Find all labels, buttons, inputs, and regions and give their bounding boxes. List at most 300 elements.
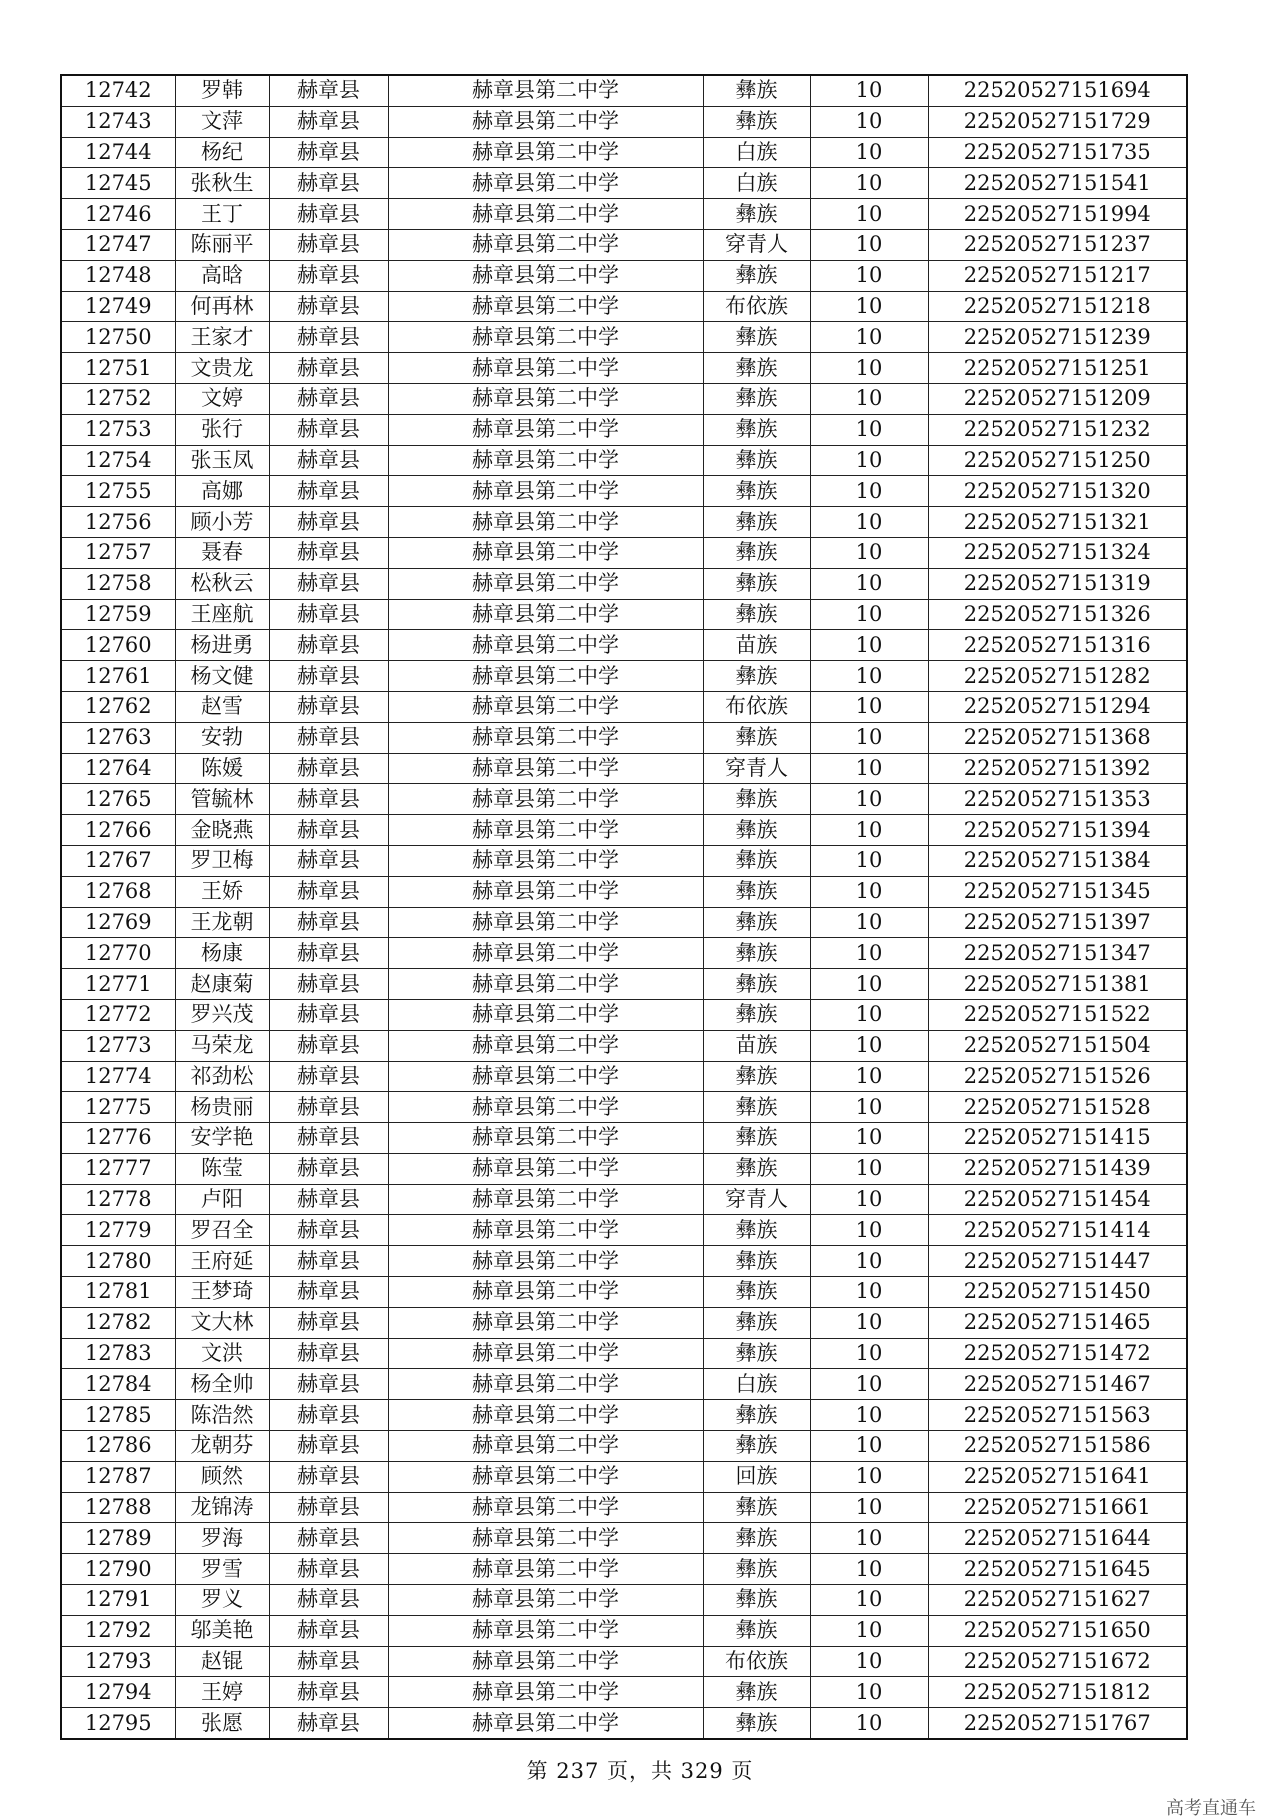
cell-exam-id: 22520527151528	[928, 1092, 1187, 1123]
cell-school: 赫章县第二中学	[388, 1400, 703, 1431]
cell-school: 赫章县第二中学	[388, 1092, 703, 1123]
cell-name: 龙朝芬	[175, 1431, 269, 1462]
cell-number: 12758	[61, 568, 175, 599]
cell-county: 赫章县	[269, 168, 388, 199]
cell-number: 12795	[61, 1708, 175, 1739]
cell-ethnicity: 苗族	[703, 1030, 810, 1061]
cell-ethnicity: 彝族	[703, 599, 810, 630]
cell-name: 安学艳	[175, 1123, 269, 1154]
cell-number: 12793	[61, 1646, 175, 1677]
table-row	[61, 722, 1187, 753]
cell-school: 赫章县第二中学	[388, 1246, 703, 1277]
cell-school: 赫章县第二中学	[388, 1431, 703, 1462]
cell-grade: 10	[810, 445, 928, 476]
cell-county: 赫章县	[269, 1585, 388, 1616]
cell-ethnicity: 白族	[703, 1369, 810, 1400]
cell-grade: 10	[810, 1246, 928, 1277]
cell-county: 赫章县	[269, 1554, 388, 1585]
cell-exam-id: 22520527151526	[928, 1061, 1187, 1092]
cell-number: 12775	[61, 1092, 175, 1123]
cell-county: 赫章县	[269, 1369, 388, 1400]
cell-name: 文大林	[175, 1307, 269, 1338]
cell-county: 赫章县	[269, 845, 388, 876]
cell-number: 12773	[61, 1030, 175, 1061]
cell-name: 顾小芳	[175, 507, 269, 538]
cell-ethnicity: 彝族	[703, 1523, 810, 1554]
cell-grade: 10	[810, 414, 928, 445]
table-row	[61, 691, 1187, 722]
cell-school: 赫章县第二中学	[388, 1585, 703, 1616]
table-row	[61, 1215, 1187, 1246]
cell-exam-id: 22520527151812	[928, 1677, 1187, 1708]
cell-grade: 10	[810, 1708, 928, 1739]
cell-grade: 10	[810, 969, 928, 1000]
cell-county: 赫章县	[269, 691, 388, 722]
cell-grade: 10	[810, 1400, 928, 1431]
cell-exam-id: 22520527151439	[928, 1153, 1187, 1184]
cell-name: 罗雪	[175, 1554, 269, 1585]
cell-name: 文婷	[175, 383, 269, 414]
cell-ethnicity: 彝族	[703, 784, 810, 815]
cell-school: 赫章县第二中学	[388, 106, 703, 137]
cell-ethnicity: 穿青人	[703, 1184, 810, 1215]
table-row	[61, 1153, 1187, 1184]
cell-school: 赫章县第二中学	[388, 1615, 703, 1646]
cell-county: 赫章县	[269, 1307, 388, 1338]
cell-exam-id: 22520527151627	[928, 1585, 1187, 1616]
cell-school: 赫章县第二中学	[388, 1184, 703, 1215]
cell-county: 赫章县	[269, 938, 388, 969]
cell-county: 赫章县	[269, 383, 388, 414]
table-row	[61, 630, 1187, 661]
cell-school: 赫章县第二中学	[388, 1523, 703, 1554]
cell-school: 赫章县第二中学	[388, 1646, 703, 1677]
cell-number: 12781	[61, 1277, 175, 1308]
cell-school: 赫章县第二中学	[388, 414, 703, 445]
cell-school: 赫章县第二中学	[388, 999, 703, 1030]
cell-school: 赫章县第二中学	[388, 476, 703, 507]
table-row	[61, 1061, 1187, 1092]
cell-ethnicity: 彝族	[703, 445, 810, 476]
cell-name: 文贵龙	[175, 353, 269, 384]
cell-county: 赫章县	[269, 322, 388, 353]
cell-grade: 10	[810, 229, 928, 260]
table-row	[61, 445, 1187, 476]
cell-exam-id: 22520527151209	[928, 383, 1187, 414]
table-row	[61, 291, 1187, 322]
cell-ethnicity: 彝族	[703, 1554, 810, 1585]
cell-name: 罗兴茂	[175, 999, 269, 1030]
cell-school: 赫章县第二中学	[388, 322, 703, 353]
cell-exam-id: 22520527151320	[928, 476, 1187, 507]
table-row	[61, 1615, 1187, 1646]
table-row	[61, 1338, 1187, 1369]
cell-exam-id: 22520527151454	[928, 1184, 1187, 1215]
cell-name: 罗韩	[175, 75, 269, 106]
cell-name: 松秋云	[175, 568, 269, 599]
cell-name: 祁劲松	[175, 1061, 269, 1092]
cell-school: 赫章县第二中学	[388, 507, 703, 538]
cell-county: 赫章县	[269, 137, 388, 168]
cell-ethnicity: 布依族	[703, 691, 810, 722]
cell-county: 赫章县	[269, 630, 388, 661]
cell-number: 12745	[61, 168, 175, 199]
cell-grade: 10	[810, 1030, 928, 1061]
table-row	[61, 907, 1187, 938]
cell-county: 赫章县	[269, 568, 388, 599]
table-row	[61, 568, 1187, 599]
cell-exam-id: 22520527151239	[928, 322, 1187, 353]
cell-county: 赫章县	[269, 1646, 388, 1677]
cell-name: 王丁	[175, 199, 269, 230]
cell-number: 12761	[61, 661, 175, 692]
cell-ethnicity: 布依族	[703, 291, 810, 322]
cell-county: 赫章县	[269, 1184, 388, 1215]
cell-ethnicity: 彝族	[703, 199, 810, 230]
cell-exam-id: 22520527151251	[928, 353, 1187, 384]
cell-county: 赫章县	[269, 907, 388, 938]
cell-grade: 10	[810, 1585, 928, 1616]
cell-exam-id: 22520527151397	[928, 907, 1187, 938]
cell-school: 赫章县第二中学	[388, 630, 703, 661]
cell-grade: 10	[810, 1277, 928, 1308]
cell-grade: 10	[810, 322, 928, 353]
cell-exam-id: 22520527151465	[928, 1307, 1187, 1338]
cell-number: 12788	[61, 1492, 175, 1523]
cell-school: 赫章县第二中学	[388, 1554, 703, 1585]
cell-name: 杨进勇	[175, 630, 269, 661]
cell-county: 赫章县	[269, 1431, 388, 1462]
cell-name: 赵雪	[175, 691, 269, 722]
cell-ethnicity: 彝族	[703, 1585, 810, 1616]
cell-grade: 10	[810, 168, 928, 199]
cell-school: 赫章县第二中学	[388, 137, 703, 168]
cell-grade: 10	[810, 1153, 928, 1184]
cell-exam-id: 22520527151381	[928, 969, 1187, 1000]
cell-grade: 10	[810, 1307, 928, 1338]
cell-school: 赫章县第二中学	[388, 1677, 703, 1708]
cell-exam-id: 22520527151672	[928, 1646, 1187, 1677]
cell-county: 赫章县	[269, 1400, 388, 1431]
table-row	[61, 1677, 1187, 1708]
cell-grade: 10	[810, 938, 928, 969]
cell-ethnicity: 彝族	[703, 722, 810, 753]
cell-county: 赫章县	[269, 969, 388, 1000]
cell-number: 12784	[61, 1369, 175, 1400]
cell-name: 安勃	[175, 722, 269, 753]
cell-number: 12755	[61, 476, 175, 507]
cell-school: 赫章县第二中学	[388, 599, 703, 630]
cell-grade: 10	[810, 1184, 928, 1215]
table-row	[61, 599, 1187, 630]
cell-number: 12783	[61, 1338, 175, 1369]
cell-ethnicity: 彝族	[703, 106, 810, 137]
cell-grade: 10	[810, 1677, 928, 1708]
cell-school: 赫章县第二中学	[388, 568, 703, 599]
cell-school: 赫章县第二中学	[388, 753, 703, 784]
cell-school: 赫章县第二中学	[388, 1461, 703, 1492]
cell-ethnicity: 彝族	[703, 1307, 810, 1338]
cell-grade: 10	[810, 1431, 928, 1462]
table-row	[61, 75, 1187, 106]
cell-exam-id: 22520527151644	[928, 1523, 1187, 1554]
table-row	[61, 999, 1187, 1030]
table-row	[61, 1030, 1187, 1061]
cell-name: 高娜	[175, 476, 269, 507]
table-row	[61, 168, 1187, 199]
cell-name: 赵锟	[175, 1646, 269, 1677]
cell-county: 赫章县	[269, 106, 388, 137]
cell-exam-id: 22520527151645	[928, 1554, 1187, 1585]
cell-exam-id: 22520527151541	[928, 168, 1187, 199]
cell-grade: 10	[810, 999, 928, 1030]
cell-exam-id: 22520527151563	[928, 1400, 1187, 1431]
cell-name: 罗卫梅	[175, 845, 269, 876]
cell-school: 赫章县第二中学	[388, 1123, 703, 1154]
cell-exam-id: 22520527151347	[928, 938, 1187, 969]
cell-school: 赫章县第二中学	[388, 353, 703, 384]
cell-grade: 10	[810, 476, 928, 507]
cell-exam-id: 22520527151467	[928, 1369, 1187, 1400]
cell-name: 王龙朝	[175, 907, 269, 938]
cell-ethnicity: 彝族	[703, 1123, 810, 1154]
cell-county: 赫章县	[269, 876, 388, 907]
cell-name: 张玉凤	[175, 445, 269, 476]
cell-exam-id: 22520527151767	[928, 1708, 1187, 1739]
cell-ethnicity: 彝族	[703, 1431, 810, 1462]
cell-ethnicity: 彝族	[703, 1246, 810, 1277]
cell-county: 赫章县	[269, 999, 388, 1030]
cell-grade: 10	[810, 1492, 928, 1523]
cell-ethnicity: 彝族	[703, 1338, 810, 1369]
cell-number: 12789	[61, 1523, 175, 1554]
cell-school: 赫章县第二中学	[388, 876, 703, 907]
cell-school: 赫章县第二中学	[388, 845, 703, 876]
cell-grade: 10	[810, 199, 928, 230]
cell-ethnicity: 彝族	[703, 1615, 810, 1646]
cell-county: 赫章县	[269, 1061, 388, 1092]
cell-county: 赫章县	[269, 1277, 388, 1308]
cell-name: 马荣龙	[175, 1030, 269, 1061]
table-row	[61, 322, 1187, 353]
cell-county: 赫章县	[269, 537, 388, 568]
cell-ethnicity: 彝族	[703, 661, 810, 692]
cell-number: 12747	[61, 229, 175, 260]
cell-number: 12751	[61, 353, 175, 384]
cell-number: 12763	[61, 722, 175, 753]
cell-name: 王府延	[175, 1246, 269, 1277]
cell-exam-id: 22520527151450	[928, 1277, 1187, 1308]
cell-ethnicity: 彝族	[703, 383, 810, 414]
cell-grade: 10	[810, 137, 928, 168]
cell-number: 12766	[61, 815, 175, 846]
table-row	[61, 1092, 1187, 1123]
cell-school: 赫章县第二中学	[388, 1338, 703, 1369]
cell-name: 罗召全	[175, 1215, 269, 1246]
table-row	[61, 1646, 1187, 1677]
cell-county: 赫章县	[269, 1461, 388, 1492]
cell-exam-id: 22520527151316	[928, 630, 1187, 661]
cell-ethnicity: 彝族	[703, 260, 810, 291]
table-row	[61, 1400, 1187, 1431]
table-body	[61, 75, 1187, 1739]
cell-grade: 10	[810, 784, 928, 815]
cell-name: 邬美艳	[175, 1615, 269, 1646]
table-row	[61, 784, 1187, 815]
cell-name: 何再林	[175, 291, 269, 322]
table-row	[61, 1307, 1187, 1338]
cell-exam-id: 22520527151250	[928, 445, 1187, 476]
cell-ethnicity: 彝族	[703, 876, 810, 907]
cell-number: 12771	[61, 969, 175, 1000]
cell-county: 赫章县	[269, 1215, 388, 1246]
cell-name: 聂春	[175, 537, 269, 568]
cell-ethnicity: 白族	[703, 168, 810, 199]
cell-county: 赫章县	[269, 414, 388, 445]
cell-name: 杨贵丽	[175, 1092, 269, 1123]
cell-grade: 10	[810, 383, 928, 414]
cell-ethnicity: 布依族	[703, 1646, 810, 1677]
cell-number: 12760	[61, 630, 175, 661]
cell-number: 12765	[61, 784, 175, 815]
cell-school: 赫章县第二中学	[388, 784, 703, 815]
cell-exam-id: 22520527151414	[928, 1215, 1187, 1246]
cell-exam-id: 22520527151319	[928, 568, 1187, 599]
table-row	[61, 229, 1187, 260]
cell-number: 12778	[61, 1184, 175, 1215]
cell-grade: 10	[810, 1646, 928, 1677]
cell-ethnicity: 彝族	[703, 1153, 810, 1184]
cell-ethnicity: 彝族	[703, 476, 810, 507]
cell-ethnicity: 彝族	[703, 907, 810, 938]
cell-grade: 10	[810, 291, 928, 322]
table-row	[61, 507, 1187, 538]
table-row	[61, 260, 1187, 291]
cell-school: 赫章县第二中学	[388, 722, 703, 753]
cell-grade: 10	[810, 876, 928, 907]
cell-exam-id: 22520527151345	[928, 876, 1187, 907]
student-list-table	[60, 74, 1188, 1740]
cell-county: 赫章县	[269, 784, 388, 815]
cell-county: 赫章县	[269, 1708, 388, 1739]
cell-school: 赫章县第二中学	[388, 1369, 703, 1400]
cell-ethnicity: 彝族	[703, 507, 810, 538]
cell-school: 赫章县第二中学	[388, 1030, 703, 1061]
cell-grade: 10	[810, 722, 928, 753]
cell-school: 赫章县第二中学	[388, 1492, 703, 1523]
table-row	[61, 1554, 1187, 1585]
cell-ethnicity: 彝族	[703, 938, 810, 969]
cell-county: 赫章县	[269, 507, 388, 538]
cell-school: 赫章县第二中学	[388, 938, 703, 969]
cell-ethnicity: 彝族	[703, 1708, 810, 1739]
cell-exam-id: 22520527151392	[928, 753, 1187, 784]
cell-school: 赫章县第二中学	[388, 969, 703, 1000]
cell-number: 12767	[61, 845, 175, 876]
cell-number: 12794	[61, 1677, 175, 1708]
cell-exam-id: 22520527151282	[928, 661, 1187, 692]
cell-name: 陈浩然	[175, 1400, 269, 1431]
cell-name: 杨纪	[175, 137, 269, 168]
cell-school: 赫章县第二中学	[388, 1153, 703, 1184]
table-row	[61, 1708, 1187, 1739]
cell-school: 赫章县第二中学	[388, 291, 703, 322]
cell-exam-id: 22520527151447	[928, 1246, 1187, 1277]
cell-number: 12791	[61, 1585, 175, 1616]
cell-ethnicity: 穿青人	[703, 229, 810, 260]
cell-ethnicity: 彝族	[703, 1061, 810, 1092]
cell-county: 赫章县	[269, 476, 388, 507]
table-row	[61, 1585, 1187, 1616]
cell-county: 赫章县	[269, 1153, 388, 1184]
table-row	[61, 1369, 1187, 1400]
cell-school: 赫章县第二中学	[388, 168, 703, 199]
cell-number: 12754	[61, 445, 175, 476]
cell-number: 12764	[61, 753, 175, 784]
cell-name: 陈莹	[175, 1153, 269, 1184]
cell-school: 赫章县第二中学	[388, 1061, 703, 1092]
cell-name: 赵康菊	[175, 969, 269, 1000]
cell-name: 张愿	[175, 1708, 269, 1739]
cell-school: 赫章县第二中学	[388, 260, 703, 291]
cell-exam-id: 22520527151326	[928, 599, 1187, 630]
cell-grade: 10	[810, 907, 928, 938]
cell-number: 12769	[61, 907, 175, 938]
cell-county: 赫章县	[269, 1677, 388, 1708]
cell-county: 赫章县	[269, 229, 388, 260]
cell-county: 赫章县	[269, 815, 388, 846]
cell-school: 赫章县第二中学	[388, 383, 703, 414]
cell-name: 高晗	[175, 260, 269, 291]
cell-number: 12752	[61, 383, 175, 414]
cell-county: 赫章县	[269, 75, 388, 106]
cell-ethnicity: 彝族	[703, 1277, 810, 1308]
cell-school: 赫章县第二中学	[388, 537, 703, 568]
cell-county: 赫章县	[269, 1246, 388, 1277]
table-row	[61, 1277, 1187, 1308]
table-row	[61, 661, 1187, 692]
cell-number: 12785	[61, 1400, 175, 1431]
cell-exam-id: 22520527151994	[928, 199, 1187, 230]
cell-name: 王座航	[175, 599, 269, 630]
cell-grade: 10	[810, 815, 928, 846]
cell-grade: 10	[810, 1215, 928, 1246]
page-number: 第 237 页，共 329 页	[526, 1759, 754, 1783]
cell-number: 12743	[61, 106, 175, 137]
table-row	[61, 383, 1187, 414]
cell-school: 赫章县第二中学	[388, 1215, 703, 1246]
cell-grade: 10	[810, 1615, 928, 1646]
cell-exam-id: 22520527151324	[928, 537, 1187, 568]
cell-grade: 10	[810, 630, 928, 661]
cell-exam-id: 22520527151472	[928, 1338, 1187, 1369]
cell-number: 12753	[61, 414, 175, 445]
cell-exam-id: 22520527151217	[928, 260, 1187, 291]
cell-exam-id: 22520527151522	[928, 999, 1187, 1030]
cell-name: 张行	[175, 414, 269, 445]
cell-ethnicity: 彝族	[703, 1400, 810, 1431]
table-row	[61, 476, 1187, 507]
cell-name: 龙锦涛	[175, 1492, 269, 1523]
cell-ethnicity: 彝族	[703, 537, 810, 568]
cell-county: 赫章县	[269, 1030, 388, 1061]
cell-school: 赫章县第二中学	[388, 199, 703, 230]
cell-grade: 10	[810, 1123, 928, 1154]
cell-ethnicity: 回族	[703, 1461, 810, 1492]
cell-school: 赫章县第二中学	[388, 661, 703, 692]
cell-county: 赫章县	[269, 1615, 388, 1646]
cell-number: 12777	[61, 1153, 175, 1184]
